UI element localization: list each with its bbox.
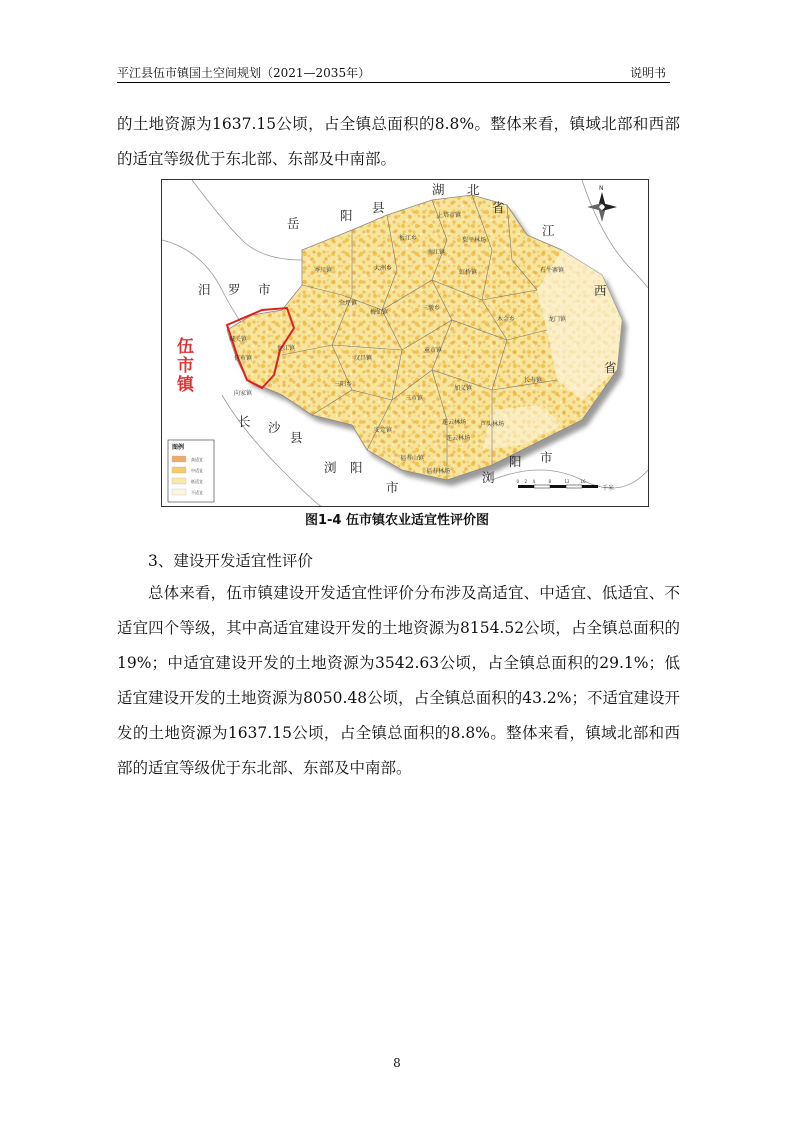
town-label: 伍市镇: [234, 355, 253, 362]
town-label: 加义镇: [454, 385, 473, 392]
town-label: 木金乡: [497, 316, 516, 323]
region-label: 汨: [198, 282, 211, 297]
town-label: 福寿山镇: [400, 455, 425, 462]
region-label: 阳: [350, 460, 363, 475]
town-label: 三市镇: [405, 395, 424, 402]
region-label: 浏: [324, 460, 337, 475]
region-label: 长: [238, 414, 251, 429]
town-label: 芦头林场: [480, 421, 505, 428]
region-label: 北: [467, 182, 480, 197]
north-arrow-icon: [587, 185, 617, 222]
town-label: 童市镇: [424, 347, 443, 354]
town-label: 梨平林场: [462, 237, 487, 244]
town-label: 梅仙镇: [370, 309, 389, 316]
header-title: 平江县伍市镇国土空间规划（2021—2035年）: [117, 66, 371, 80]
scale-tick-label: 8: [548, 479, 552, 484]
figure-caption: 图1-4 伍市镇农业适宜性评价图: [304, 513, 489, 528]
map-legend: [168, 440, 214, 502]
region-label: 市: [258, 282, 271, 297]
region-label: 江: [542, 223, 555, 238]
town-label: 连云林场: [446, 435, 471, 442]
town-label: 城关镇: [229, 336, 248, 343]
page-number: 8: [393, 1056, 401, 1070]
page-header: [117, 62, 670, 83]
paragraph-construction-suitability: 总体来看，伍市镇建设开发适宜性评价分布涉及高适宜、中适宜、低适宜、不适宜四个等级，其中高适宜建设开发的土地资源为8154.52公顷，占全镇总面积的19%；中适宜建设开发的土地资源为3542.63公顷，占全镇总面积的29.1%；低适宜建设开发的土地资源为8050.48公顷，占全镇总面积的43.2%；不适宜建设开发的土地资源为1637.15公顷，占全镇总面积的8.8%。整体来看，镇域北部和西部的适宜等级优于东北部、东部及中南部。: [117, 584, 680, 777]
region-label: 浏: [482, 470, 495, 485]
scale-tick-label: 12: [564, 479, 570, 484]
highlight-label-group: [177, 336, 200, 395]
town-label: 板江乡: [399, 235, 418, 242]
region-label: 阳: [340, 208, 353, 223]
scale-tick-label: 16: [580, 479, 586, 484]
wushi-highlight-label: 伍 市 镇: [177, 337, 194, 395]
suitability-map: [161, 179, 649, 507]
town-label: 向家镇: [234, 390, 253, 397]
region-label: 沙: [268, 420, 281, 435]
legend-label: 低适宜: [191, 479, 203, 484]
region-label: 岳: [287, 216, 300, 231]
region-label: 市: [540, 450, 553, 465]
legend-label: 高适宜: [191, 457, 203, 462]
region-label: 湖: [432, 182, 445, 197]
legend-swatch: [172, 467, 186, 473]
legend-title: 图例: [172, 444, 185, 451]
town-label: 南江镇: [427, 249, 446, 256]
town-label: 安定镇: [374, 427, 393, 434]
town-label: 虹桥镇: [459, 269, 478, 276]
region-label: 县: [290, 430, 303, 445]
town-label: 岑川镇: [314, 267, 333, 274]
town-label: 连云林场: [442, 419, 467, 426]
section-heading: 3、建设开发适宜性评价: [148, 552, 313, 570]
region-label: 西: [594, 283, 607, 298]
legend-swatch: [172, 478, 186, 484]
town-label: 长寿镇: [524, 377, 543, 384]
town-label: 三墩乡: [422, 305, 441, 312]
town-label: 三阳乡: [334, 381, 353, 388]
paragraph-continuation: 的土地资源为1637.15公顷，占全镇总面积的8.8%。整体来看，镇域北部和西部的适宜等级优于东北部、东部及中南部。: [117, 115, 680, 168]
scale-tick-label: 0: [516, 479, 520, 484]
region-label: 罗: [228, 282, 241, 297]
town-label: 汉昌镇: [354, 355, 373, 362]
region-label: 省: [604, 360, 617, 375]
scale-tick-label: 4: [532, 479, 536, 484]
scale-tick-label: 2: [524, 479, 528, 484]
region-label: 县: [372, 200, 385, 215]
region-label: 省: [492, 200, 505, 215]
town-label: 余坪镇: [339, 300, 358, 307]
region-label: 阳: [509, 454, 522, 469]
town-label: 龙门镇: [548, 316, 567, 323]
town-label: 石牛寨镇: [540, 267, 565, 274]
legend-label: 不适宜: [191, 490, 203, 495]
scale-unit: 千米: [602, 485, 615, 492]
town-label: 瓮江镇: [277, 345, 296, 352]
region-label: 市: [386, 480, 399, 495]
legend-swatch: [172, 489, 186, 495]
town-label: 福寿林场: [426, 468, 451, 475]
legend-swatch: [172, 456, 186, 462]
scale-bar: [517, 479, 615, 492]
town-label: 上塔市镇: [437, 212, 462, 219]
header-doc-type: 说明书: [629, 66, 666, 80]
town-label: 大洲乡: [374, 265, 393, 272]
legend-label: 中适宜: [191, 468, 203, 473]
north-label: N: [599, 185, 604, 192]
